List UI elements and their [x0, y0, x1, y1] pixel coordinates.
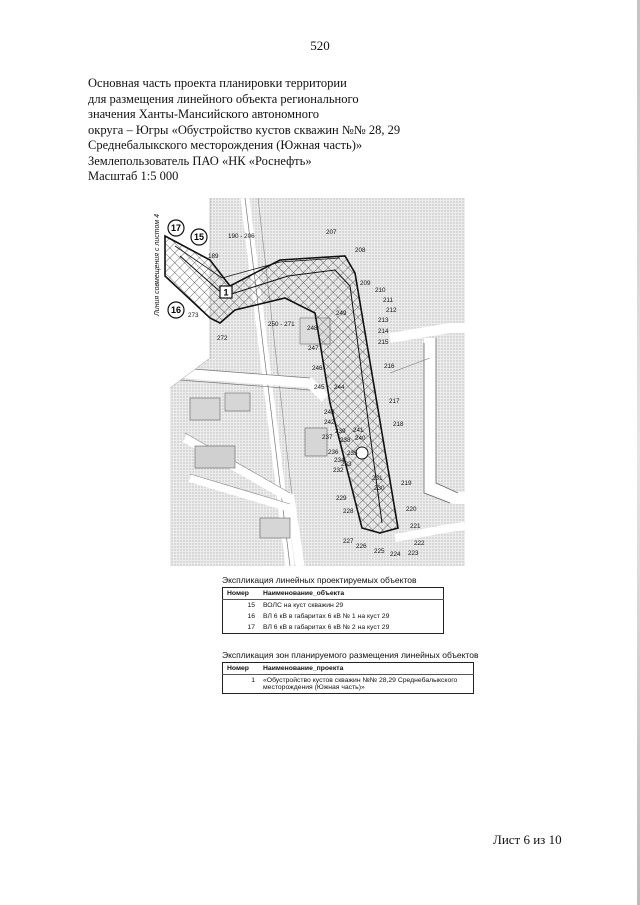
svg-text:250 - 271: 250 - 271 — [268, 321, 295, 328]
header-line: для размещения линейного объекта регионального — [88, 91, 359, 106]
column-header: Наименование_объекта — [259, 588, 444, 600]
svg-text:239: 239 — [335, 428, 346, 435]
svg-text:213: 213 — [378, 317, 389, 324]
zones-title: Экспликация зон планируемого размещения линейных объектов — [222, 650, 479, 660]
svg-text:236: 236 — [328, 449, 339, 456]
svg-text:211: 211 — [383, 297, 394, 304]
row-name: ВОЛС на куст скважин 29 — [263, 602, 344, 609]
header-line: округа – Югры «Обустройство кустов скважин №№ 28, 29 — [88, 122, 401, 137]
svg-text:218: 218 — [393, 421, 404, 428]
row-name: ВЛ 6 кВ в габаритах 6 кВ № 2 на куст 29 — [263, 624, 390, 631]
svg-text:210: 210 — [375, 287, 386, 294]
svg-text:212: 212 — [386, 307, 397, 314]
svg-text:17: 17 — [170, 223, 182, 233]
svg-text:230: 230 — [374, 485, 385, 492]
svg-text:1: 1 — [223, 287, 229, 298]
svg-text:222: 222 — [414, 540, 425, 547]
object-marker — [168, 220, 184, 236]
svg-text:247: 247 — [308, 345, 319, 352]
svg-text:231: 231 — [372, 475, 383, 482]
match-line-label: Линия совмещения с листом 4 — [154, 213, 161, 316]
table-header-row — [223, 663, 474, 675]
column-header: Наименование_проекта — [259, 663, 474, 675]
svg-text:214: 214 — [378, 328, 389, 335]
svg-text:190 - 206: 190 - 206 — [228, 233, 255, 240]
document-header — [88, 76, 508, 185]
header-line: значения Ханты-Мансийского автономного — [88, 107, 320, 121]
svg-text:233: 233 — [341, 461, 352, 468]
zone-marker — [220, 286, 232, 298]
svg-text:219: 219 — [401, 480, 412, 487]
sheet-number: Лист 6 из 10 — [493, 832, 562, 847]
column-header: Номер — [223, 588, 260, 600]
svg-text:216: 216 — [384, 363, 395, 370]
planning-map — [150, 198, 465, 566]
table-header-row — [223, 588, 444, 600]
svg-text:228: 228 — [343, 508, 354, 515]
svg-text:189: 189 — [208, 253, 219, 260]
svg-text:227: 227 — [343, 538, 354, 545]
zones-table — [222, 662, 474, 694]
object-marker — [168, 302, 184, 318]
svg-text:224: 224 — [390, 551, 401, 558]
svg-text:217: 217 — [389, 398, 400, 405]
svg-text:229: 229 — [336, 495, 347, 502]
table-row — [223, 675, 474, 694]
row-number: 17 — [247, 624, 255, 631]
svg-text:238: 238 — [340, 437, 351, 444]
svg-text:248: 248 — [307, 325, 318, 332]
table-row — [223, 611, 444, 622]
svg-text:272: 272 — [217, 335, 228, 342]
header-line: Среднебалыкского месторождения (Южная часть)» — [88, 138, 363, 152]
svg-text:249: 249 — [336, 310, 347, 317]
object-marker — [191, 229, 207, 245]
svg-text:15: 15 — [193, 232, 205, 242]
header-line: Масштаб 1:5 000 — [88, 169, 179, 183]
svg-text:244: 244 — [334, 384, 345, 391]
svg-text:16: 16 — [170, 305, 182, 315]
svg-text:207: 207 — [326, 229, 337, 236]
svg-text:232: 232 — [333, 467, 344, 474]
row-number: 15 — [247, 602, 255, 609]
row-number: 16 — [247, 613, 255, 620]
column-header: Номер — [223, 663, 260, 675]
header-line: Основная часть проекта планировки территории — [88, 76, 347, 90]
svg-text:243: 243 — [324, 409, 335, 416]
svg-text:246: 246 — [312, 365, 323, 372]
svg-text:223: 223 — [408, 550, 419, 557]
page-number: 520 — [310, 38, 330, 53]
table-row — [223, 622, 444, 634]
svg-text:220: 220 — [406, 506, 417, 513]
svg-text:234: 234 — [334, 457, 345, 464]
svg-text:225: 225 — [374, 548, 385, 555]
svg-text:235: 235 — [347, 450, 358, 457]
linear-objects-title: Экспликация линейных проектируемых объектов — [222, 575, 417, 585]
svg-text:273: 273 — [188, 312, 199, 319]
svg-text:221: 221 — [410, 523, 421, 530]
svg-text:237: 237 — [322, 434, 333, 441]
svg-text:208: 208 — [355, 247, 366, 254]
svg-text:240: 240 — [355, 435, 366, 442]
svg-text:241: 241 — [353, 427, 364, 434]
svg-text:242: 242 — [324, 419, 335, 426]
row-name: «Обустройство кустов скважин №№ 28,29 Среднебалыкского месторождения (Южная часть)» — [263, 677, 458, 691]
header-line: Землепользователь ПАО «НК «Роснефть» — [88, 153, 312, 168]
svg-text:215: 215 — [378, 339, 389, 346]
svg-text:209: 209 — [360, 280, 371, 287]
svg-text:245: 245 — [314, 384, 325, 391]
table-row — [223, 600, 444, 612]
linear-objects-table — [222, 587, 444, 634]
row-number: 1 — [251, 677, 255, 684]
row-name: ВЛ 6 кВ в габаритах 6 кВ № 1 на куст 29 — [263, 613, 390, 620]
svg-text:226: 226 — [356, 543, 367, 550]
